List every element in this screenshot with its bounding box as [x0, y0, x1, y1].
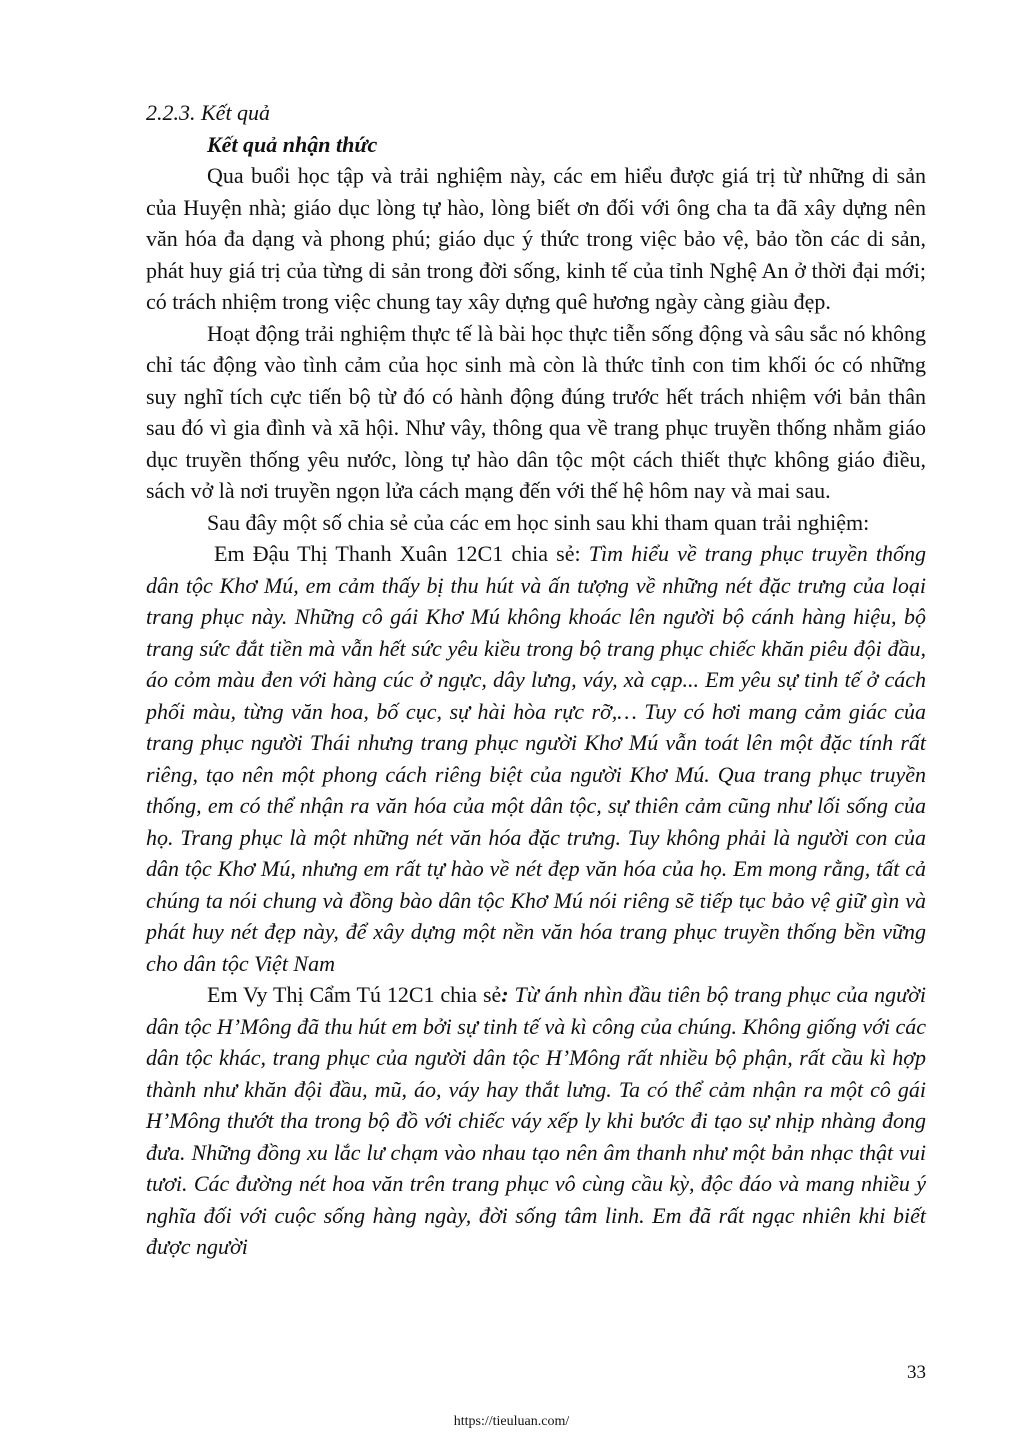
paragraph-4 — [146, 538, 926, 979]
paragraph-5-colon: : — [501, 982, 515, 1007]
page-number: 33 — [907, 1362, 926, 1383]
paragraph-1: Qua buổi học tập và trải nghiệm này, các em hiểu được giá trị từ những di sản của Huyện nhà; giáo dục lòng tự hào, lòng biết ơn đối với ông cha ta đã xây dựng nên văn hóa đa dạng và phong phú; giáo dục ý thức trong việc bảo vệ, bảo tồn các di sản, phát huy giá trị của từng di sản trong đời sống, kinh tế của tỉnh Nghệ An ở thời đại mới; có trách nhiệm trong việc chung tay xây dựng quê hương ngày càng giàu đẹp. — [146, 163, 926, 314]
paragraph-4-quote: Tìm hiểu về trang phục truyền thống dân tộc Khơ Mú, em cảm thấy bị thu hút và ấn tượng về những nét đặc trưng của loại trang phục này. Những cô gái Khơ Mú không khoác lên người bộ cánh hàng hiệu, bộ trang sức đắt tiền mà vẫn hết sức yêu kiều trong bộ trang phục chiếc khăn piêu đội đầu, áo cỏm màu đen với hàng cúc ở ngực, dây lưng, váy, xà cạp... Em yêu sự tinh tế ở cách phối màu, từng văn hoa, bố cục, sự hài hòa rực rỡ,… Tuy có hơi mang cảm giác của trang phục người Thái nhưng trang phục người Khơ Mú vẫn toát lên một đặc tính rất riêng, tạo nên một phong cách riêng biệt của người Khơ Mú. Qua trang phục truyền thống, em có thể nhận ra văn hóa của một dân tộc, sự thiên cảm cũng như lối sống của họ. Trang phục là một những nét văn hóa đặc trưng. Tuy không phải là người con của dân tộc Khơ Mú, nhưng em rất tự hào về nét đẹp văn hóa của họ. Em mong rằng, tất cả chúng ta nói chung và đồng bào dân tộc Khơ Mú nói riêng sẽ tiếp tục bảo vệ giữ gìn và phát huy nét đẹp này, để xây dựng một nền văn hóa trang phục truyền thống bền vững cho dân tộc Việt Nam — [146, 541, 926, 976]
paragraph-2: Hoạt động trải nghiệm thực tế là bài học thực tiễn sống động và sâu sắc nó không chỉ tác động vào tình cảm của học sinh mà còn là thức tỉnh con tim khối óc có những suy nghĩ tích cực tiến bộ từ đó có hành động đúng trước hết trách nhiệm với bản thân sau đó vì gia đình và xã hội. Như vây, thông qua về trang phục truyền thống nhằm giáo dục truyền thống yêu nước, lòng tự hào dân tộc một cách thiết thực không giáo điều, sách vở là nơi truyền ngọn lửa cách mạng đến với thế hệ hôm nay và mai sau. — [146, 320, 926, 503]
paragraph-5 — [146, 979, 926, 1263]
paragraph-4-lead: Em Đậu Thị Thanh Xuân 12C1 chia sẻ: — [214, 541, 589, 566]
paragraph-5-lead: Em Vy Thị Cẩm Tú 12C1 chia sẻ — [207, 982, 502, 1007]
subheading: Kết quả nhận thức — [207, 131, 378, 157]
paragraph-3: Sau đây một số chia sẻ của các em học sinh sau khi tham quan trải nghiệm: — [207, 509, 870, 535]
page-content — [146, 97, 926, 1263]
paragraph-5-quote: Từ ánh nhìn đầu tiên bộ trang phục của người dân tộc H’Mông đã thu hút em bởi sự tinh tế và kì công của chúng. Không giống với các dân tộc khác, trang phục của người dân tộc H’Mông rất nhiều bộ phận, rất cầu kì hợp thành như khăn đội đầu, mũ, áo, váy hay thắt lưng. Ta có thể cảm nhận ra một cô gái H’Mông thướt tha trong bộ đồ với chiếc váy xếp ly khi bước đi tạo sự nhịp nhàng đong đưa. Những đồng xu lắc lư chạm vào nhau tạo nên âm thanh như một bản nhạc thật vui tươi. Các đường nét hoa văn trên trang phục vô cùng cầu kỳ, độc đáo và mang nhiều ý nghĩa đối với cuộc sống hàng ngày, đời sống tâm linh. Em đã rất ngạc nhiên khi biết được người — [146, 982, 926, 1259]
section-heading: 2.2.3. Kết quả — [146, 100, 271, 125]
footer-url: https://tieuluan.com/ — [453, 1414, 570, 1429]
